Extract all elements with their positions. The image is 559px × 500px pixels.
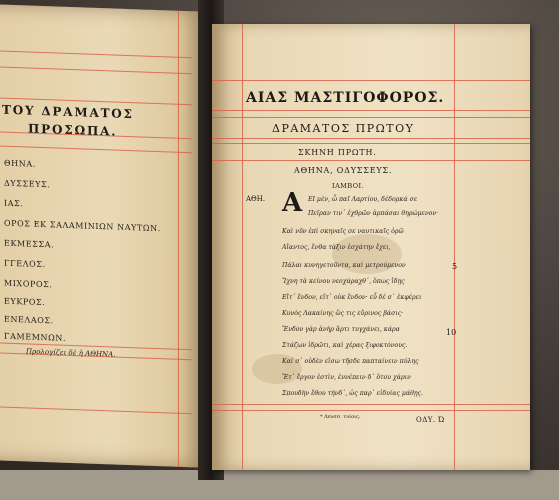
left-heading-line1: ΤΟΥ ΔΡΑΜΑΤΟΣ xyxy=(2,102,134,122)
table-cloth xyxy=(0,470,559,500)
rule-act-bottom2 xyxy=(212,138,530,139)
verse-line: Κυνὸς Λακαίνης ὥς τις εὔρινος βάσις· xyxy=(282,310,404,317)
verse-line: Ἔτ᾽ ἔργον ἐστὶν, ἐννέπειν δ᾽ ὅτου χάριν xyxy=(282,374,411,381)
verse-line: Σπουδὴν ἔθου τήνδ᾽, ὡς παρ᾽ εἰδυίας μάθῃς. xyxy=(282,390,423,397)
persona-item: ΜΙΧΟΡΟΣ. xyxy=(4,278,53,290)
rule-text-bottom xyxy=(212,404,530,405)
act-heading: ΔΡΑΜΑΤΟΣ ΠΡΩΤΟΥ xyxy=(272,122,415,135)
verse-line: Καὶ νῦν ἐπὶ σκηναῖς σε ναυτικαῖς ὁρῶ xyxy=(282,228,404,235)
play-title: ΑΙΑΣ ΜΑΣΤΙΓΟΦΟΡΟΣ. xyxy=(246,90,445,106)
verse-line: Ἴχνη τὰ κείνου νεοχάραχθ᾽, ὅπως ἴδῃς xyxy=(282,278,405,285)
line-number: 10 xyxy=(446,328,457,337)
persona-item: ΟΡΟΣ ΕΚ ΣΑΛΑΜΙΝΙΩΝ ΝΑΥΤΩΝ. xyxy=(4,218,161,234)
rule-right-margin xyxy=(452,24,458,470)
rule-top xyxy=(212,80,530,81)
verse-line: ΕΙ μὲν, ὦ παῖ Λαρτίου, δέδορκά σε xyxy=(308,196,418,203)
rule-scene-bottom2 xyxy=(212,160,530,161)
persona-item: ΓΑΜΕΜΝΩΝ. xyxy=(4,331,67,343)
verse-line: Πεῖραν τιν᾽ ἐχθρῶν ἁρπάσαι θηρώμενον· xyxy=(308,210,439,217)
left-rule-bottom xyxy=(0,406,192,414)
drop-cap: Α xyxy=(282,188,303,218)
speaker-label: ΑΘΗ. xyxy=(246,195,266,203)
meter-label: ΙΑΜΒΟΙ. xyxy=(332,182,365,190)
rule-bottom xyxy=(212,410,530,411)
persona-item: ΓΓΕΛΟΣ. xyxy=(4,258,46,270)
left-rule-heading3 xyxy=(0,145,192,153)
left-page xyxy=(0,4,206,467)
catchword: ΟΔΥ. Ὠ xyxy=(416,416,445,424)
left-rule-top2 xyxy=(0,66,192,74)
verse-line: Στάζων ἱδρῶτι, καὶ χέρας ξιφοκτόνους. xyxy=(282,342,408,349)
persona-item: ΕΥΚΡΟΣ. xyxy=(4,296,46,308)
verse-line: Εἴτ᾽ ἔνδον, εἴτ᾽ οὐκ ἔνδον· εὖ δέ σ᾽ ἐκφέρει xyxy=(282,294,422,301)
left-rule-vertical xyxy=(178,11,179,467)
right-page xyxy=(212,24,530,470)
line-number: 5 xyxy=(452,262,458,271)
persona-item: ΕΝΕΛΑΟΣ. xyxy=(4,314,54,326)
verse-line: Ἔνδον γὰρ ἀνὴρ ἄρτι τυγχάνει, κάρα xyxy=(282,326,400,333)
rule-left-margin xyxy=(242,24,243,470)
left-footer-note: Προλογίζει δὲ ἡ ΑΘΗΝΑ. xyxy=(26,347,116,359)
verse-line: Πάλαι κυνηγετοῦντα, καὶ μετρούμενον xyxy=(282,262,406,269)
scene-characters: ΑΘΗΝΑ, ΟΔΥΣΣΕΥΣ. xyxy=(294,166,393,175)
verse-line: Αἴαντος, ἔνθα τάξιν ἐσχάτην ἔχει, xyxy=(282,244,391,251)
persona-item: ΔΥΣΣΕΥΣ. xyxy=(4,178,51,190)
persona-item: ΕΚΜΕΣΣΑ. xyxy=(4,238,55,250)
left-rule-top xyxy=(0,50,192,58)
persona-item: ΙΑΣ. xyxy=(4,198,24,209)
persona-item: ΘΗΝΑ. xyxy=(4,158,36,169)
rule-scene-bottom xyxy=(212,143,530,144)
rule-act-bottom xyxy=(212,117,530,118)
verse-line: Καί σ᾽ οὐδὲν εἴσω τῆσδε παπταίνειν πύλης xyxy=(282,358,419,365)
rule-title-bottom xyxy=(212,110,530,111)
footnote: * Λευσσ. τυίοις. xyxy=(320,414,361,420)
left-heading-line2: ΠΡΟΣΩΠΑ. xyxy=(28,121,118,139)
scene-heading: ΣΚΗΝΗ ΠΡΩΤΗ. xyxy=(298,148,377,157)
